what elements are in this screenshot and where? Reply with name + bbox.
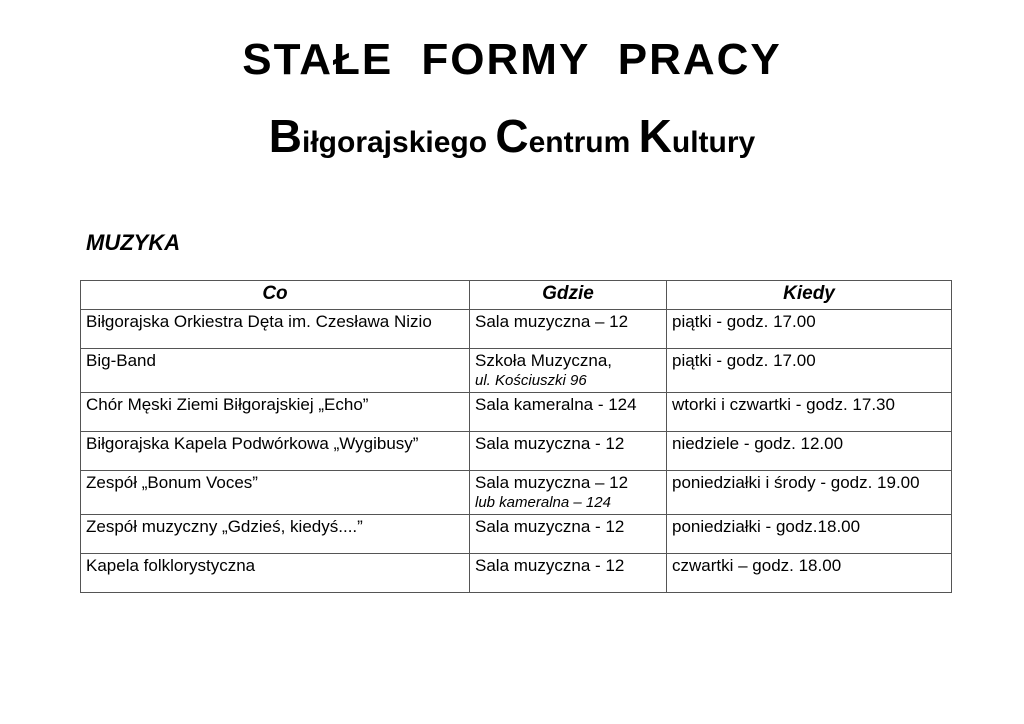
- cell-kiedy: czwartki – godz. 18.00: [667, 554, 952, 593]
- cell-gdzie: [470, 310, 667, 349]
- cell-gdzie-text: Sala muzyczna - 12: [475, 517, 625, 536]
- page-title: STAŁE FORMY PRACY: [242, 35, 782, 84]
- cell-kiedy: wtorki i czwartki - godz. 17.30: [667, 393, 952, 432]
- table-row: [81, 393, 952, 432]
- cell-gdzie: [470, 554, 667, 593]
- header-kiedy: Kiedy: [667, 281, 952, 310]
- cell-gdzie-text: Sala muzyczna - 12: [475, 556, 625, 575]
- subtitle-initial-k: K: [638, 110, 672, 162]
- cell-gdzie: [470, 432, 667, 471]
- cell-gdzie: [470, 515, 667, 554]
- cell-co: Zespół „Bonum Voces”: [81, 471, 470, 515]
- cell-gdzie: [470, 349, 667, 393]
- header-gdzie: Gdzie: [470, 281, 667, 310]
- table-row: [81, 471, 952, 515]
- page-subtitle: [0, 110, 1024, 169]
- cell-kiedy: poniedziałki i środy - godz. 19.00: [667, 471, 952, 515]
- subtitle-word-1: iłgorajskiego: [302, 126, 496, 159]
- table-row: [81, 554, 952, 593]
- section-title: MUZYKA: [86, 230, 181, 255]
- cell-kiedy: poniedziałki - godz.18.00: [667, 515, 952, 554]
- cell-kiedy: niedziele - godz. 12.00: [667, 432, 952, 471]
- cell-gdzie-text: Sala kameralna - 124: [475, 395, 637, 414]
- cell-gdzie-note: ul. Kościuszki 96: [475, 372, 587, 389]
- table-row: [81, 310, 952, 349]
- table-row: [81, 432, 952, 471]
- cell-co: Biłgorajska Kapela Podwórkowa „Wygibusy”: [81, 432, 470, 471]
- table-row: [81, 515, 952, 554]
- cell-gdzie: [470, 393, 667, 432]
- subtitle-initial-c: C: [495, 110, 529, 162]
- header-co: Co: [81, 281, 470, 310]
- cell-gdzie-text: Szkoła Muzyczna,: [475, 351, 612, 370]
- subtitle-word-2: entrum: [528, 126, 639, 159]
- table-row: [81, 349, 952, 393]
- subtitle-word-3: ultury: [671, 126, 756, 159]
- cell-co: Big-Band: [81, 349, 470, 393]
- cell-gdzie-note: lub kameralna – 124: [475, 494, 611, 511]
- cell-co: Zespół muzyczny „Gdzieś, kiedyś....”: [81, 515, 470, 554]
- cell-kiedy: piątki - godz. 17.00: [667, 349, 952, 393]
- cell-co: Biłgorajska Orkiestra Dęta im. Czesława Nizio: [81, 310, 470, 349]
- schedule-table: [80, 280, 952, 593]
- cell-kiedy: piątki - godz. 17.00: [667, 310, 952, 349]
- cell-gdzie-text: Sala muzyczna - 12: [475, 434, 625, 453]
- cell-gdzie: [470, 471, 667, 515]
- cell-gdzie-text: Sala muzyczna – 12: [475, 312, 629, 331]
- table-header-row: [81, 281, 952, 310]
- cell-gdzie-text: Sala muzyczna – 12: [475, 473, 629, 492]
- subtitle-initial-b: B: [268, 110, 302, 162]
- cell-co: Chór Męski Ziemi Biłgorajskiej „Echo”: [81, 393, 470, 432]
- cell-co: Kapela folklorystyczna: [81, 554, 470, 593]
